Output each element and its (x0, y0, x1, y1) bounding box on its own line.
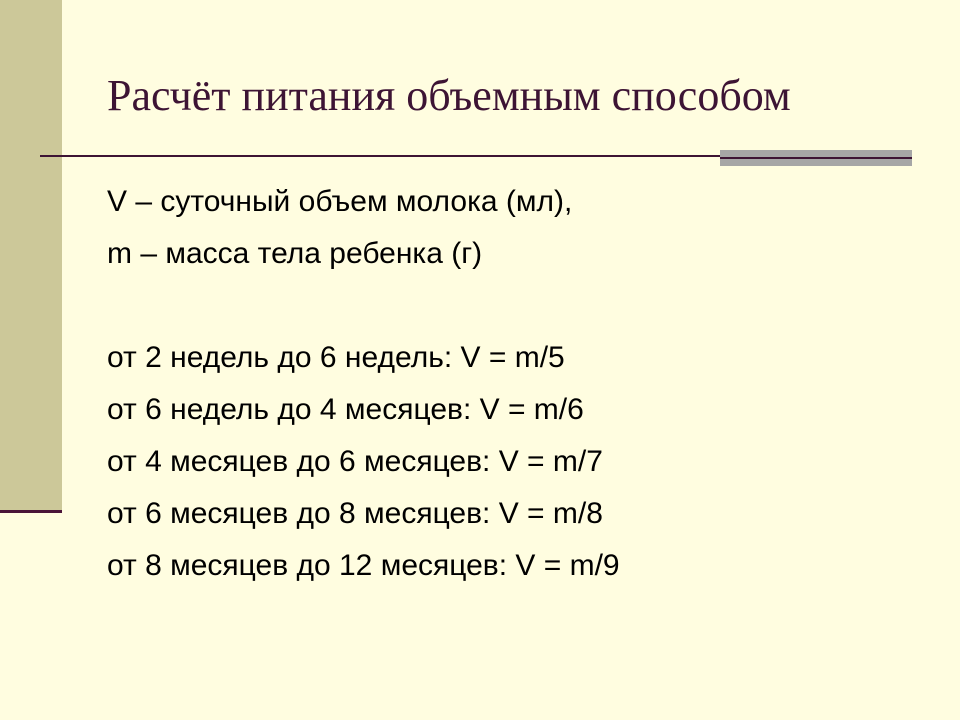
definition-mass: m – масса тела ребенка (г) (107, 237, 483, 270)
slide-body (107, 176, 620, 592)
slide-title: Расчёт питания объемным способом (107, 71, 791, 120)
rule-6m-8m: от 6 месяцев до 8 месяцев: V = m/8 (107, 497, 603, 530)
rule-6w-4m: от 6 недель до 4 месяцев: V = m/6 (107, 393, 584, 426)
rule-8m-12m: от 8 месяцев до 12 месяцев: V = m/9 (107, 549, 620, 582)
rule-2w-6w: от 2 недель до 6 недель: V = m/5 (107, 341, 565, 374)
left-decorative-band (0, 0, 62, 511)
definition-volume: V – суточный объем молока (мл), (107, 185, 573, 218)
rule-4m-6m: от 4 месяцев до 6 месяцев: V = m/7 (107, 445, 603, 478)
title-accent-line (720, 157, 912, 159)
left-decorative-rule (0, 510, 62, 513)
blank-line (107, 280, 620, 332)
